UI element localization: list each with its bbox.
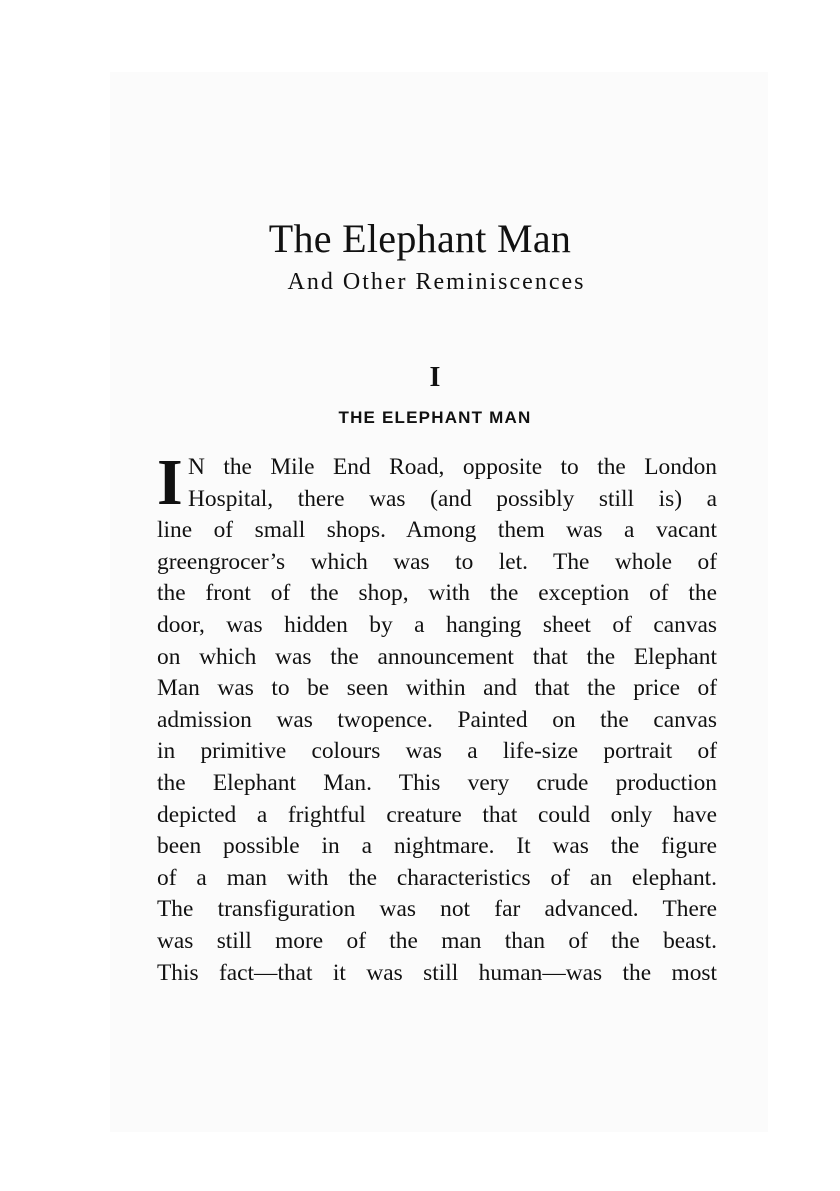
text-line: of a man with the characteristics of an elephant. bbox=[157, 864, 717, 891]
text-line: the front of the shop, with the exception of the bbox=[157, 580, 717, 607]
drop-cap: I bbox=[157, 446, 183, 519]
text-line: line of small shops. Among them was a vacant bbox=[157, 517, 717, 544]
text-line: admission was twopence. Painted on the canvas bbox=[157, 706, 717, 733]
text-line: on which was the announcement that the Elephant bbox=[157, 643, 717, 670]
text-line: door, was hidden by a hanging sheet of canvas bbox=[157, 611, 717, 638]
text-line: Man was to be seen within and that the price of bbox=[157, 675, 717, 702]
body-text bbox=[157, 446, 717, 989]
book-subtitle: And Other Reminiscences bbox=[287, 269, 586, 295]
text-line: was still more of the man than of the beast. bbox=[157, 927, 717, 954]
text-line: depicted a frightful creature that could only have bbox=[157, 801, 717, 828]
book-title: The Elephant Man bbox=[268, 216, 572, 261]
text-line: The transfiguration was not far advanced. There bbox=[157, 896, 717, 923]
text-line: greengrocer’s which was to let. The whole of bbox=[157, 548, 717, 575]
opening-paragraph-start bbox=[157, 446, 717, 519]
text-line: the Elephant Man. This very crude production bbox=[157, 769, 717, 796]
text-line: in primitive colours was a life-size portrait of bbox=[157, 738, 717, 765]
text-line: This fact—that it was still human—was the most bbox=[157, 959, 717, 986]
text-line: Hospital, there was (and possibly still is) a bbox=[188, 485, 717, 512]
chapter-title: THE ELEPHANT MAN bbox=[338, 408, 532, 427]
text-line: been possible in a nightmare. It was the figure bbox=[157, 833, 717, 860]
chapter-number: I bbox=[429, 362, 441, 393]
text-line: N the Mile End Road, opposite to the London bbox=[188, 454, 717, 480]
